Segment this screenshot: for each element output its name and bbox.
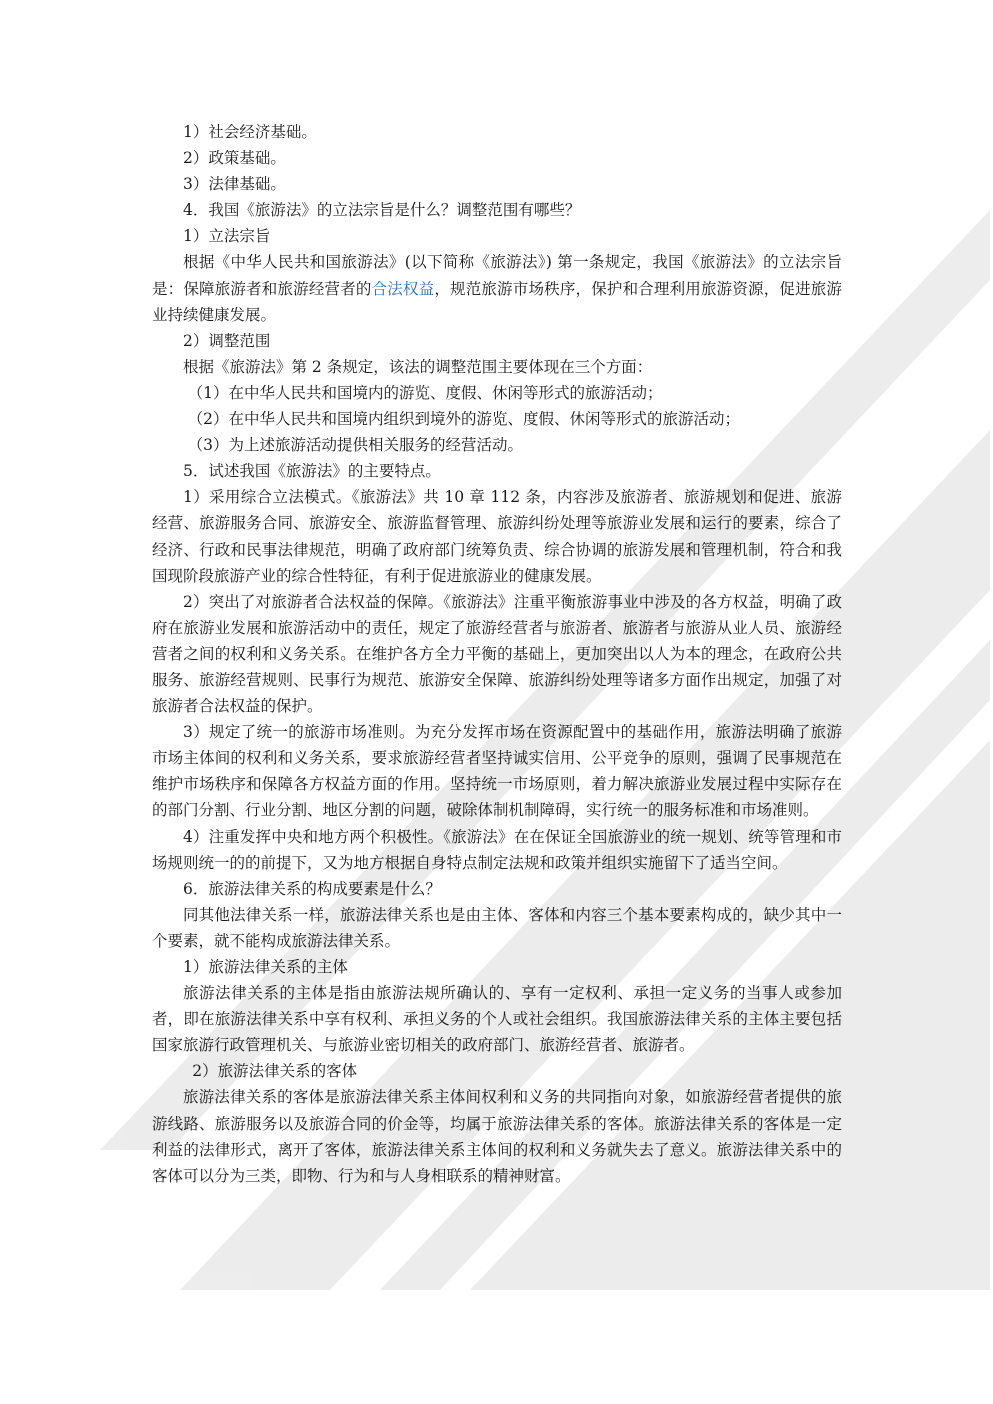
paragraph: 1）采用综合立法模式。《旅游法》共 10 章 112 条，内容涉及旅游者、旅游规划和促进、旅游经营、旅游服务合同、旅游安全、旅游监督管理、旅游纠纷处理等旅游业发展和运行的要素，综合了经济、行政和民事法律规范，明确了政府部门统筹负责、综合协调的旅游发展和管理机制，符合和我国现阶段旅游产业的综合性特征，有利于促进旅游业的健康发展。 bbox=[152, 488, 842, 585]
list-item: （2）在中华人民共和国境内组织到境外的游览、度假、休闲等形式的旅游活动； bbox=[187, 410, 741, 429]
legal-rights-link[interactable]: 合法权益 bbox=[371, 279, 435, 298]
paragraph: 4）注重发挥中央和地方两个积极性。《旅游法》在在保证全国旅游业的统一规划、统等管理和市场规则统一的的前提下，又为地方根据自身特点制定法规和政策并组织实施留下了适当空间。 bbox=[152, 827, 842, 872]
text-line: 3）法律基础。 bbox=[183, 175, 286, 194]
paragraph-text: ，规范旅游市场秩序，保护和合理利用旅游资源，促进旅游业持续健康发展。 bbox=[152, 279, 842, 324]
document-body bbox=[152, 119, 842, 1189]
list-item: （1）在中华人民共和国境内的游览、度假、休闲等形式的旅游活动； bbox=[187, 383, 663, 402]
paragraph bbox=[152, 249, 842, 327]
text-line: 根据《旅游法》第 2 条规定，该法的调整范围主要体现在三个方面： bbox=[183, 357, 653, 376]
text-line: 5．试述我国《旅游法》的主要特点。 bbox=[183, 462, 441, 481]
text-line: 6．旅游法律关系的构成要素是什么？ bbox=[183, 879, 441, 898]
paragraph-text: 根据《中华人民共和国旅游法》(以下简称《旅游法》) 第一条规定，我国《旅游法》的立法宗旨是：保障旅游者和旅游经营者的 bbox=[152, 253, 842, 298]
paragraph: 同其他法律关系一样，旅游法律关系也是由主体、客体和内容三个基本要素构成的，缺少其中一个要素，就不能构成旅游法律关系。 bbox=[152, 905, 842, 950]
text-line: 2）调整范围 bbox=[183, 331, 271, 350]
text-line: 1）旅游法律关系的主体 bbox=[183, 958, 348, 976]
paragraph: 2）突出了对旅游者合法权益的保障。《旅游法》注重平衡旅游事业中涉及的各方权益，明确了政府在旅游业发展和旅游活动中的责任，规定了旅游经营者与旅游者、旅游者与旅游从业人员、旅游经营者之间的权利和义务关系。在维护各方全力平衡的基础上，更加突出以人为本的理念，在政府公共服务、旅游经营规则、民事行为规范、旅游安全保障、旅游纠纷处理等诸多方面作出规定，加强了对旅游者合法权益的保护。 bbox=[152, 592, 842, 716]
text-line: 4．我国《旅游法》的立法宗旨是什么？调整范围有哪些？ bbox=[183, 201, 581, 220]
text-line: 2）旅游法律关系的客体 bbox=[192, 1062, 358, 1081]
list-item: （3）为上述旅游活动提供相关服务的经营活动。 bbox=[187, 436, 524, 455]
paragraph: 旅游法律关系的主体是指由旅游法规所确认的、享有一定权利、承担一定义务的当事人或参加者，即在旅游法律关系中享有权利、承担义务的个人或社会组织。我国旅游法律关系的主体主要包括国家旅游行政管理机关、与旅游业密切相关的政府部门、旅游经营者、旅游者。 bbox=[152, 984, 842, 1055]
text-line: 2）政策基础。 bbox=[183, 149, 286, 168]
paragraph: 3）规定了统一的旅游市场准则。为充分发挥市场在资源配置中的基础作用，旅游法明确了旅游市场主体间的权利和义务关系，要求旅游经营者坚持诚实信用、公平竞争的原则，强调了民事规范在维护市场秩序和保障各方权益方面的作用。坚持统一市场原则，着力解决旅游业发展过程中实际存在的部门分割、行业分割、地区分割的问题，破除体制机制障碍，实行统一的服务标准和市场准则。 bbox=[152, 723, 842, 820]
paragraph: 旅游法律关系的客体是旅游法律关系主体间权利和义务的共同指向对象，如旅游经营者提供的旅游线路、旅游服务以及旅游合同的价金等，均属于旅游法律关系的客体。旅游法律关系的客体是一定利益的法律形式，离开了客体，旅游法律关系主体间的权利和义务就失去了意义。旅游法律关系中的客体可以分为三类，即物、行为和与人身相联系的精神财富。 bbox=[152, 1088, 842, 1185]
text-line: 1）社会经济基础。 bbox=[183, 123, 317, 141]
text-line: 1）立法宗旨 bbox=[183, 227, 271, 246]
